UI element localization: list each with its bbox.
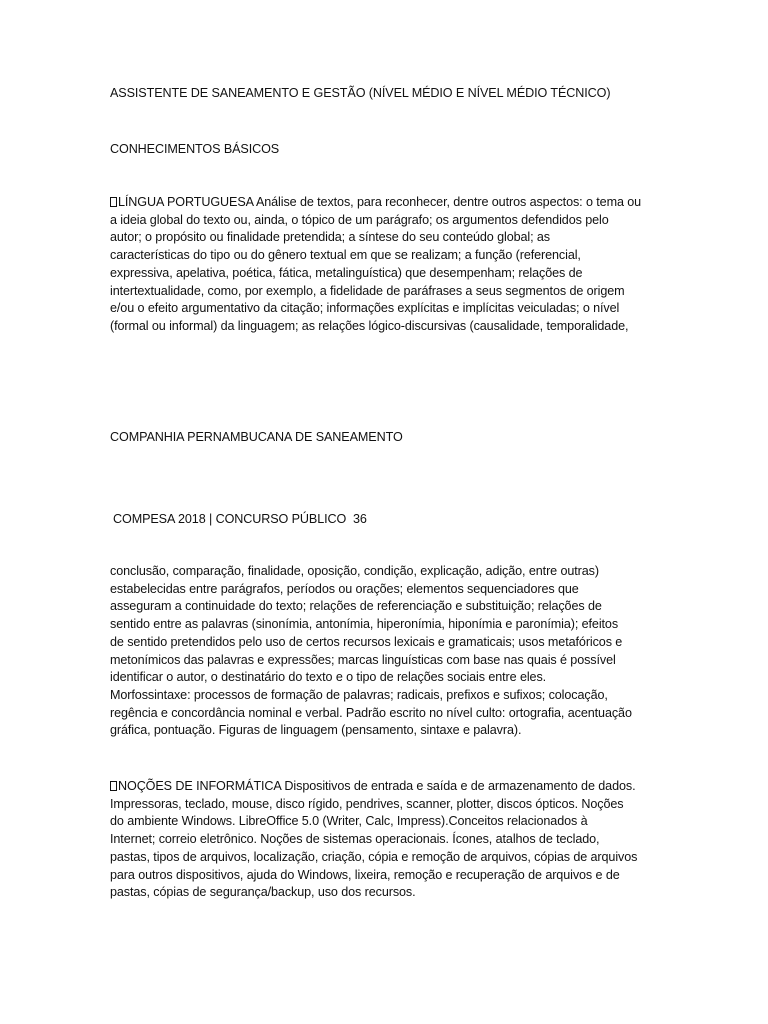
paragraph-line: de sentido pretendidos pelo uso de certos recursos lexicais e gramaticais; usos metafóricos e: [110, 634, 623, 649]
paragraph-line: características do tipo ou do gênero textual em que se realizam; a função (referencial,: [110, 248, 581, 263]
paragraph-line: Morfossintaxe: processos de formação de palavras; radicais, prefixos e sufixos; colocação,: [110, 687, 608, 702]
paragraph-line: pastas, tipos de arquivos, localização, criação, cópia e remoção de arquivos, cópias de arquivos: [110, 849, 638, 864]
paragraph-line: conclusão, comparação, finalidade, oposição, condição, explicação, adição, entre outras): [110, 564, 599, 578]
paragraph-line: a ideia global do texto ou, ainda, o tópico de um parágrafo; os argumentos defendidos pelo: [110, 212, 609, 227]
paragraph-line: do ambiente Windows. LibreOffice 5.0 (Writer, Calc, Impress).Conceitos relacionados à: [110, 814, 588, 829]
company-name: COMPANHIA PERNAMBUCANA DE SANEAMENTO: [110, 430, 403, 444]
paragraph-line: intertextualidade, como, por exemplo, a fidelidade de paráfrases a seus segmentos de origem: [110, 283, 625, 298]
paragraph-line: Internet; correio eletrônico. Noções de sistemas operacionais. Ícones, atalhos de teclado,: [110, 832, 600, 847]
paragraph-line: (formal ou informal) da linguagem; as relações lógico-discursivas (causalidade, temporalidade,: [110, 318, 629, 333]
paragraph-line: estabelecidas entre parágrafos, períodos ou orações; elementos sequenciadores que: [110, 581, 579, 596]
paragraph-line: Impressoras, teclado, mouse, disco rígido, pendrives, scanner, plotter, discos ópticos. Noções: [110, 796, 624, 811]
paragraph-line: regência e concordância nominal e verbal. Padrão escrito no nível culto: ortografia, acentuação: [110, 705, 632, 720]
paragraph-line: metonímicos das palavras e expressões; marcas linguísticas com base nas quais é possível: [110, 652, 616, 667]
document-title: ASSISTENTE DE SANEAMENTO E GESTÃO (NÍVEL MÉDIO E NÍVEL MÉDIO TÉCNICO): [110, 86, 611, 100]
page-footer-line: COMPESA 2018 | CONCURSO PÚBLICO 36: [113, 512, 367, 526]
section-heading: CONHECIMENTOS BÁSICOS: [110, 142, 280, 156]
paragraph-line: pastas, cópias de segurança/backup, uso dos recursos.: [110, 885, 416, 900]
paragraph-line: e/ou o efeito argumentativo da citação; informações explícitas e implícitas veiculadas; o nível: [110, 301, 620, 316]
conclusao-paragraph: [110, 563, 666, 740]
paragraph-line: autor; o propósito ou finalidade pretendida; a síntese do seu conteúdo global; as: [110, 230, 550, 245]
portugues-paragraph: [110, 194, 666, 336]
bullet-glyph-icon: [110, 781, 117, 791]
paragraph-line: NOÇÕES DE INFORMÁTICA Dispositivos de entrada e saída e de armazenamento de dados.: [110, 778, 666, 796]
informatica-paragraph: [110, 778, 666, 902]
paragraph-line: LÍNGUA PORTUGUESA Análise de textos, para reconhecer, dentre outros aspectos: o tema ou: [110, 194, 666, 212]
paragraph-line: expressiva, apelativa, poética, fática, metalinguística) que desempenham; relações de: [110, 265, 583, 280]
paragraph-line: sentido entre as palavras (sinonímia, antonímia, hiperonímia, hiponímia e paronímia); efeitos: [110, 617, 619, 632]
bullet-glyph-icon: [110, 197, 117, 207]
paragraph-line: para outros dispositivos, ajuda do Windows, lixeira, remoção e recuperação de arquivos e de: [110, 867, 620, 882]
paragraph-line: asseguram a continuidade do texto; relações de referenciação e substituição; relações de: [110, 599, 602, 614]
paragraph-line: identificar o autor, o destinatário do texto e o tipo de relações sociais entre eles.: [110, 670, 547, 685]
paragraph-line: gráfica, pontuação. Figuras de linguagem (pensamento, sintaxe e palavra).: [110, 723, 522, 738]
